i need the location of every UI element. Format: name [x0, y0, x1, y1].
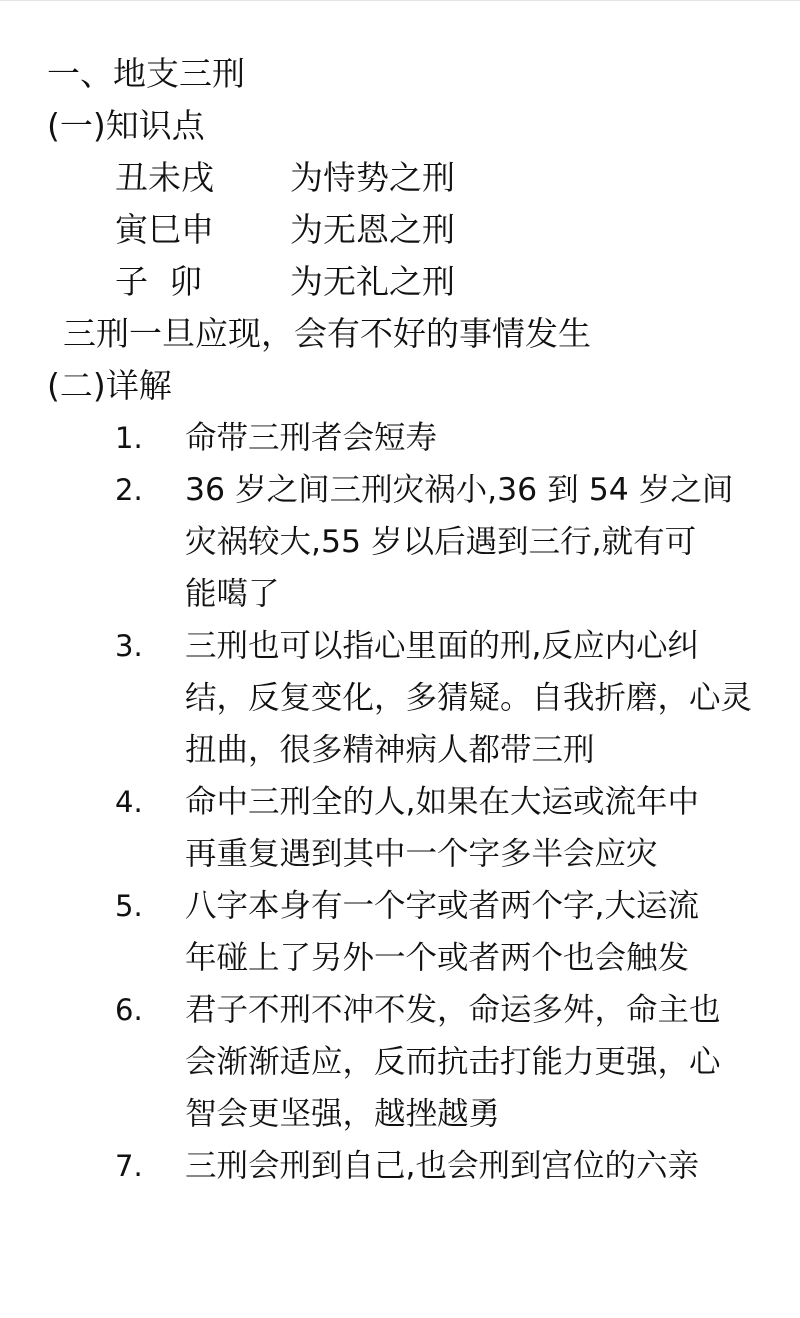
list-item [0, 776, 800, 828]
list-item [0, 984, 800, 1036]
item-number: 2. [115, 473, 143, 507]
list-item-continuation [0, 724, 800, 776]
list-item-continuation [0, 516, 800, 568]
list-item [0, 412, 800, 464]
main-heading: 一、地支三刑 [47, 54, 245, 93]
section-title-knowledge: (一)知识点 [47, 106, 205, 145]
item-text: 君子不刑不冲不发，命运多舛，命主也 [185, 992, 721, 1028]
branch-group: 子 卯 [115, 262, 202, 301]
item-text: 八字本身有一个字或者两个字,大运流 [185, 888, 700, 924]
knowledge-row [0, 152, 800, 204]
item-text: 灾祸较大,55 岁以后遇到三行,就有可 [185, 524, 697, 560]
item-text: 再重复遇到其中一个字多半会应灾 [185, 836, 658, 872]
punishment-type: 为无礼之刑 [290, 262, 455, 301]
knowledge-row [0, 204, 800, 256]
list-item-continuation [0, 1088, 800, 1140]
branch-group: 丑未戌 [115, 158, 214, 197]
list-item-continuation [0, 672, 800, 724]
section-title-detail: (二)详解 [47, 366, 172, 405]
list-item-continuation [0, 932, 800, 984]
item-text: 年碰上了另外一个或者两个也会触发 [185, 940, 690, 976]
item-text: 会渐渐适应，反而抗击打能力更强，心 [185, 1044, 721, 1080]
item-number: 1. [115, 421, 143, 455]
item-text: 智会更坚强，越挫越勇 [185, 1096, 501, 1132]
list-item [0, 620, 800, 672]
item-text: 扭曲，很多精神病人都带三刑 [185, 732, 595, 768]
knowledge-summary: 三刑一旦应现，会有不好的事情发生 [63, 314, 591, 353]
list-item-continuation [0, 828, 800, 880]
list-item-continuation [0, 1036, 800, 1088]
punishment-type: 为恃势之刑 [290, 158, 455, 197]
branch-group: 寅巳申 [115, 210, 214, 249]
knowledge-row [0, 256, 800, 308]
item-number: 6. [115, 993, 143, 1027]
item-number: 5. [115, 889, 143, 923]
list-item [0, 464, 800, 516]
item-number: 3. [115, 629, 143, 663]
punishment-type: 为无恩之刑 [290, 210, 455, 249]
item-text: 三刑也可以指心里面的刑,反应内心纠 [185, 628, 700, 664]
item-text: 能噶了 [185, 576, 280, 612]
item-number: 4. [115, 785, 143, 819]
list-item [0, 880, 800, 932]
item-text: 36 岁之间三刑灾祸小,36 到 54 岁之间 [185, 472, 734, 508]
item-text: 命带三刑者会短寿 [185, 420, 438, 456]
item-text: 结，反复变化，多猜疑。自我折磨，心灵 [185, 680, 753, 716]
item-text: 三刑会刑到自己,也会刑到宫位的六亲 [185, 1148, 700, 1184]
list-item-continuation [0, 568, 800, 620]
item-number: 7. [115, 1149, 143, 1183]
item-text: 命中三刑全的人,如果在大运或流年中 [185, 784, 700, 820]
list-item [0, 1140, 800, 1192]
